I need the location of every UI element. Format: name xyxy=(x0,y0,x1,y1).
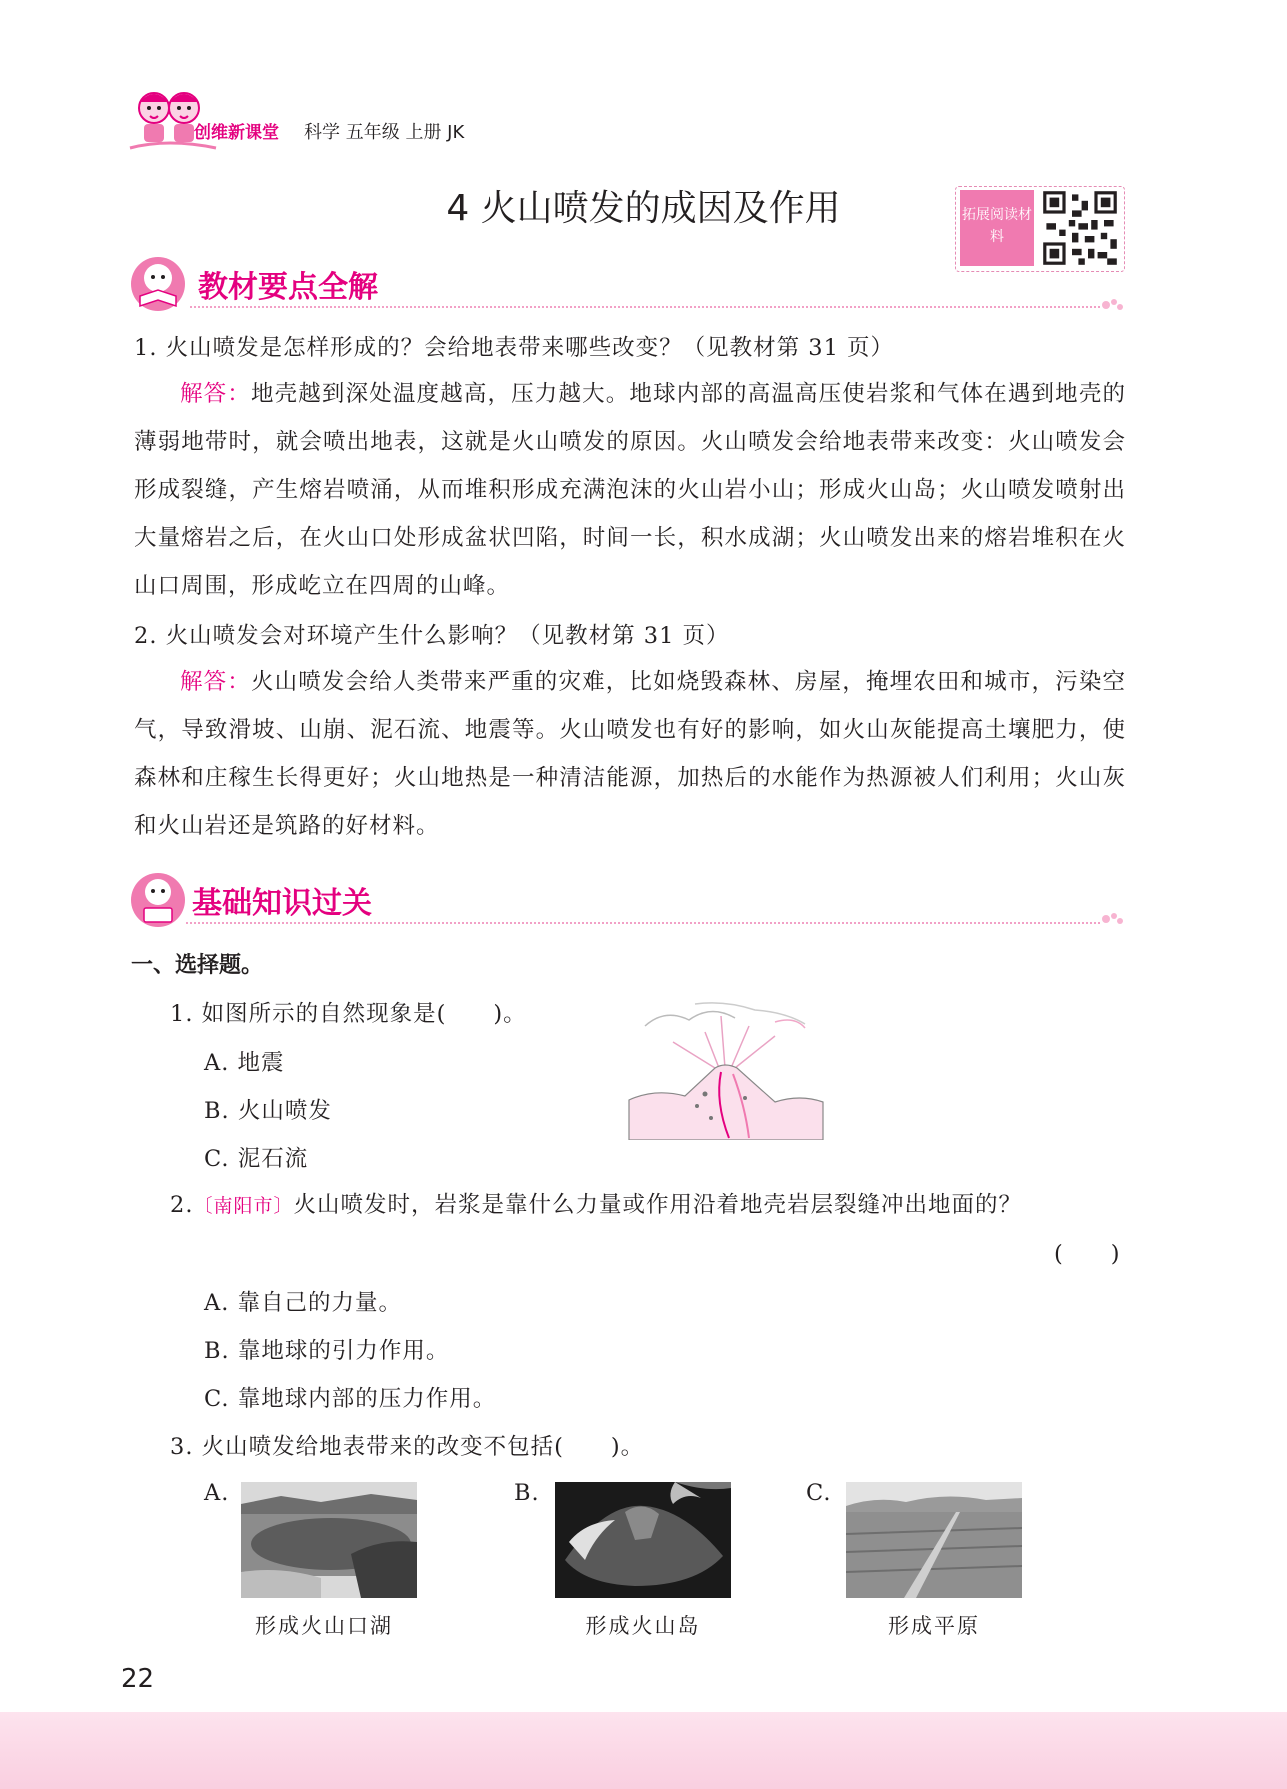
option-c[interactable]: C. 泥石流 xyxy=(204,1146,309,1172)
option-a-letter[interactable]: A. xyxy=(204,1480,230,1506)
brand-name: 创维新课堂 xyxy=(194,123,279,143)
crater-lake-photo[interactable] xyxy=(241,1482,417,1598)
option-a[interactable]: A. 地震 xyxy=(204,1050,285,1076)
caption-volcanic-island: 形成火山岛 xyxy=(585,1614,701,1638)
option-a[interactable]: A. 靠自己的力量。 xyxy=(204,1290,403,1316)
volcano-eruption-illustration xyxy=(625,1002,825,1140)
plain-photo[interactable] xyxy=(846,1482,1022,1598)
question-number: 2. xyxy=(170,1192,194,1218)
page-footer-band xyxy=(0,1712,1287,1789)
choice-question-2 xyxy=(170,1187,1022,1219)
source-tag: 〔南阳市〕 xyxy=(193,1195,294,1217)
extended-reading-label[interactable]: 拓展阅读材料 xyxy=(960,190,1034,266)
answer-1-text: 地壳越到深处温度越高，压力越大。地球内部的高温高压使岩浆和气体在遇到地壳的薄弱地带时，就会喷出地表，这就是火山喷发的原因。火山喷发会给地表带来改变：火山喷发会形成裂缝，产生熔岩喷涌，从而堆积形成充满泡沫的火山岩小山；形成火山岛；火山喷发喷射出大量熔岩之后，在火山口处形成盆状凹陷，时间一长，积水成湖；火山喷发出来的熔岩堆积在火山口周围，形成屹立在四周的山峰。 xyxy=(134,381,1126,599)
qr-code-icon[interactable] xyxy=(1040,188,1120,268)
answer-2-text: 火山喷发会给人类带来严重的灾难，比如烧毁森林、房屋，掩埋农田和城市，污染空气，导致滑坡、山崩、泥石流、地震等。火山喷发也有好的影响，如火山灰能提高土壤肥力，使森林和庄稼生长得更好；火山地热是一种清洁能源，加热后的水能作为热源被人们利用；火山灰和火山岩还是筑路的好材料。 xyxy=(134,669,1126,839)
reading-kid-icon xyxy=(128,254,188,312)
question-2: 2. 火山喷发会对环境产生什么影响？（见教材第 31 页） xyxy=(134,623,730,649)
option-c[interactable]: C. 靠地球内部的压力作用。 xyxy=(204,1386,497,1412)
page-number: 22 xyxy=(121,1664,155,1694)
section-title-basic-knowledge: 基础知识过关 xyxy=(192,886,372,921)
section-title-textbook-points: 教材要点全解 xyxy=(198,270,378,305)
answer-2 xyxy=(134,658,1126,850)
option-c-letter[interactable]: C. xyxy=(806,1480,832,1506)
volcanic-island-photo[interactable] xyxy=(555,1482,731,1598)
flower-dots-icon xyxy=(1100,910,1126,928)
lesson-title: 4 火山喷发的成因及作用 xyxy=(446,188,841,229)
study-kid-icon xyxy=(128,870,188,928)
choice-question-3: 3. 火山喷发给地表带来的改变不包括( )。 xyxy=(170,1434,645,1460)
caption-plain: 形成平原 xyxy=(888,1614,980,1638)
option-b-letter[interactable]: B. xyxy=(514,1480,540,1506)
option-b[interactable]: B. 火山喷发 xyxy=(204,1098,332,1124)
subject-label: 科学 五年级 上册 JK xyxy=(304,122,465,143)
answer-blank[interactable]: ( ) xyxy=(1054,1241,1121,1267)
choice-question-1: 1. 如图所示的自然现象是( )。 xyxy=(170,1001,527,1027)
answer-label: 解答： xyxy=(180,381,251,407)
answer-label: 解答： xyxy=(180,669,251,695)
question-stem: 火山喷发时，岩浆是靠什么力量或作用沿着地壳岩层裂缝冲出地面的？ xyxy=(293,1192,1022,1218)
part-title: 一、选择题。 xyxy=(131,953,264,978)
caption-crater-lake: 形成火山口湖 xyxy=(255,1614,393,1638)
answer-1 xyxy=(134,370,1126,610)
section-divider xyxy=(186,922,1100,924)
question-1: 1. 火山喷发是怎样形成的？会给地表带来哪些改变？（见教材第 31 页） xyxy=(134,335,895,361)
option-b[interactable]: B. 靠地球的引力作用。 xyxy=(204,1338,450,1364)
section-divider xyxy=(190,306,1100,308)
flower-dots-icon xyxy=(1100,296,1126,314)
